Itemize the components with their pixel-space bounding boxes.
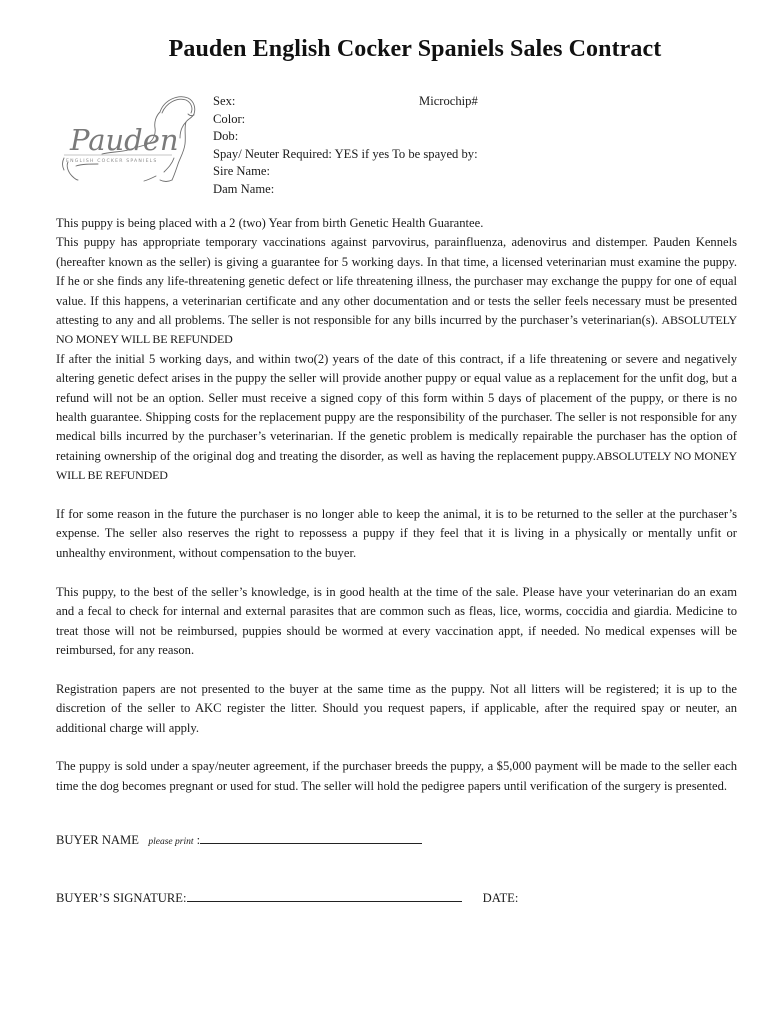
please-print-hint: please print: [148, 837, 194, 847]
no-refund-notice-2: ABSOLUTELY NO MONEY WILL BE REFUNDED: [56, 448, 738, 483]
guarantee-heading: This puppy is being placed with a 2 (two) Year from birth Genetic Health Guarantee.: [56, 216, 484, 230]
health-paragraph: This puppy, to the best of the seller’s knowledge, is in good health at the time of the sale. Please have your veterinarian do an exam and a fecal to check for internal and external parasites that are common such as fleas, lice, worms, coccidia and giardia. Medicine to treat those will not be reimbursed, puppies should be wormed at every vaccination appt, if needed. No medical expenses will be reimbursed, for any reason.: [56, 584, 737, 657]
dob-label: Dob:: [213, 129, 239, 144]
genetic-defect-text: If after the initial 5 working days, and within two(2) years of the date of this contract, if a life threatening or severe and negatively altering genetic defect arises in the puppy the seller will provide another puppy or equal value as a replacement for the unfit dog, but a refund will not be an option. Seller must receive a signed copy of this form within 5 days of placement of the puppy, or there is no health guarantee. Shipping costs for the replacement puppy are the responsibility of the purchaser. The seller is not responsible for any medical bills incurred by the purchaser’s veterinarian. If the genetic problem is medically repairable the purchaser has the option of retaining ownership of the original dog and treating the disorder, as well as having the replacement puppy.: [56, 351, 737, 463]
guarantee-text: This puppy has appropriate temporary vaccinations against parvovirus, parainfluenza, adenovirus and distemper. Pauden Kennels (hereafter known as the seller) is giving a guarantee for 5 working days. In that time, a licensed veterinarian must examine the puppy. If he or she finds any life-threatening genetic defect or life threatening illness, the purchaser may exchange the puppy for one of equal value. If this happens, a veterinarian certificate and any other documentation and or tests the seller feels necessary must be presented attesting to any and all problems. The seller is not responsible for any bills incurred by the purchaser’s veterinarian(s).: [56, 235, 737, 328]
contract-body: [56, 214, 737, 796]
dob-field: [213, 128, 733, 146]
buyer-signature-row: [56, 891, 518, 906]
spay-field: [213, 146, 733, 164]
no-refund-notice: ABSOLUTELY NO MONEY WILL BE REFUNDED: [56, 313, 737, 347]
sire-field: [213, 163, 733, 181]
spay-neuter-paragraph: The puppy is sold under a spay/neuter agreement, if the purchaser breeds the puppy, a $5,000 payment will be made to the seller each time the dog becomes pregnant or used for stud. The seller will hold the pedigree papers until verification of the surgery is presented.: [56, 759, 737, 793]
sire-label: Sire Name:: [213, 164, 271, 179]
buyer-signature-label: BUYER’S SIGNATURE:: [56, 891, 187, 905]
svg-text:Pauden: Pauden: [70, 123, 179, 157]
sex-field: [213, 93, 733, 111]
page-title: Pauden English Cocker Spaniels Sales Contract: [168, 36, 662, 62]
color-label: Color:: [213, 111, 246, 126]
cocker-spaniel-logo-icon: [56, 92, 200, 186]
dam-label: Dam Name:: [213, 181, 275, 196]
pauden-logo: [56, 92, 200, 186]
buyer-name-row: [56, 833, 422, 848]
buyer-name-colon: :: [193, 833, 201, 847]
puppy-details: [213, 93, 733, 199]
color-field: [213, 111, 733, 129]
spay-label: Spay/ Neuter Required: YES if yes To be spayed by:: [213, 146, 478, 161]
buyer-signature-line[interactable]: [187, 891, 462, 902]
buyer-name-line[interactable]: [200, 833, 422, 844]
dam-field: [213, 181, 733, 199]
date-label: DATE:: [482, 891, 519, 905]
svg-text:ENGLISH COCKER SPANIELS: ENGLISH COCKER SPANIELS: [66, 159, 158, 164]
return-policy-paragraph: If for some reason in the future the purchaser is no longer able to keep the animal, it is to be returned to the seller at the purchaser’s expense. The seller also reserves the right to repossess a puppy if they feel that it is living in a physically or mentally unfit or unhealthy environment, without compensation to the buyer.: [56, 507, 737, 560]
buyer-name-label: BUYER NAME: [56, 833, 139, 847]
genetic-defect-paragraph: [56, 350, 737, 486]
microchip-label: Microchip#: [419, 94, 478, 108]
sex-label: Sex:: [213, 94, 236, 108]
registration-paragraph: Registration papers are not presented to the buyer at the same time as the puppy. Not all litters will be registered; it is up to the discretion of the seller to AKC register the litter. Should you request papers, if applicable, after the required spay or neuter, an additional charge will apply.: [56, 681, 737, 735]
guarantee-paragraph: [56, 233, 737, 349]
